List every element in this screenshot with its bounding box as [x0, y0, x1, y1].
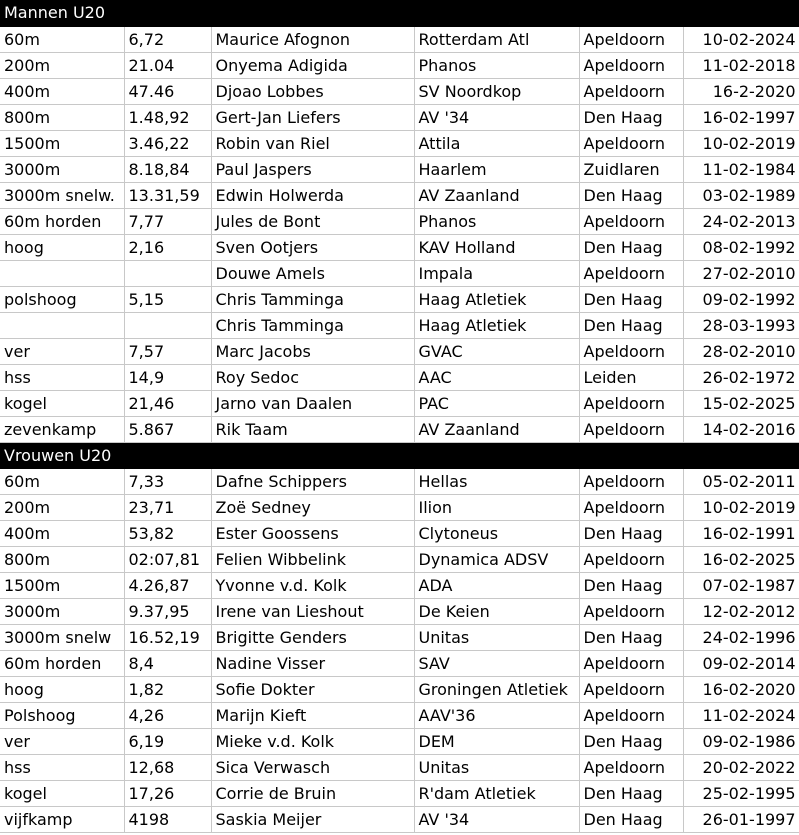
record-row	[0, 234, 799, 260]
date-cell: 28-02-2010	[683, 338, 799, 364]
club-cell: AV '34	[414, 104, 579, 130]
venue-cell: Apeldoorn	[579, 78, 683, 104]
performance-cell: 5,15	[124, 286, 211, 312]
date-cell: 16-02-2025	[683, 546, 799, 572]
date-cell: 11-02-1984	[683, 156, 799, 182]
performance-cell: 6,19	[124, 728, 211, 754]
athlete-cell: Sica Verwasch	[211, 754, 414, 780]
club-cell: Ilion	[414, 494, 579, 520]
event-cell: 3000m	[0, 156, 124, 182]
record-row	[0, 728, 799, 754]
event-cell: 1500m	[0, 572, 124, 598]
club-cell: Rotterdam Atl	[414, 26, 579, 52]
section-header	[0, 442, 799, 468]
venue-cell: Apeldoorn	[579, 546, 683, 572]
event-cell: ver	[0, 338, 124, 364]
date-cell: 03-02-1989	[683, 182, 799, 208]
performance-cell: 5.867	[124, 416, 211, 442]
record-row	[0, 156, 799, 182]
athlete-cell: Douwe Amels	[211, 260, 414, 286]
event-cell: 3000m	[0, 598, 124, 624]
performance-cell: 7,33	[124, 468, 211, 494]
venue-cell: Apeldoorn	[579, 130, 683, 156]
venue-cell: Apeldoorn	[579, 754, 683, 780]
athlete-cell: Edwin Holwerda	[211, 182, 414, 208]
club-cell: Dynamica ADSV	[414, 546, 579, 572]
date-cell: 07-02-1987	[683, 572, 799, 598]
record-row	[0, 338, 799, 364]
athlete-cell: Mieke v.d. Kolk	[211, 728, 414, 754]
performance-cell: 23,71	[124, 494, 211, 520]
record-row	[0, 52, 799, 78]
date-cell: 16-02-2020	[683, 676, 799, 702]
record-row	[0, 624, 799, 650]
performance-cell	[124, 260, 211, 286]
event-cell: hss	[0, 754, 124, 780]
venue-cell: Den Haag	[579, 572, 683, 598]
date-cell: 24-02-2013	[683, 208, 799, 234]
event-cell: hoog	[0, 234, 124, 260]
performance-cell: 8.18,84	[124, 156, 211, 182]
performance-cell: 02:07,81	[124, 546, 211, 572]
record-row	[0, 78, 799, 104]
performance-cell: 21,46	[124, 390, 211, 416]
athlete-cell: Corrie de Bruin	[211, 780, 414, 806]
date-cell: 26-02-1972	[683, 364, 799, 390]
event-cell: kogel	[0, 780, 124, 806]
athlete-cell: Gert-Jan Liefers	[211, 104, 414, 130]
record-row	[0, 364, 799, 390]
venue-cell: Den Haag	[579, 182, 683, 208]
club-cell: Unitas	[414, 624, 579, 650]
date-cell: 08-02-1992	[683, 234, 799, 260]
event-cell	[0, 312, 124, 338]
athlete-cell: Robin van Riel	[211, 130, 414, 156]
record-row	[0, 780, 799, 806]
performance-cell: 4,26	[124, 702, 211, 728]
event-cell: 400m	[0, 520, 124, 546]
record-row	[0, 676, 799, 702]
date-cell: 16-2-2020	[683, 78, 799, 104]
performance-cell: 47.46	[124, 78, 211, 104]
club-cell: Groningen Atletiek	[414, 676, 579, 702]
venue-cell: Apeldoorn	[579, 702, 683, 728]
event-cell: 60m	[0, 26, 124, 52]
date-cell: 20-02-2022	[683, 754, 799, 780]
date-cell: 09-02-1992	[683, 286, 799, 312]
club-cell: De Keien	[414, 598, 579, 624]
record-row	[0, 104, 799, 130]
club-cell: AAC	[414, 364, 579, 390]
club-cell: R'dam Atletiek	[414, 780, 579, 806]
event-cell: 400m	[0, 78, 124, 104]
record-row	[0, 312, 799, 338]
event-cell: kogel	[0, 390, 124, 416]
athlete-cell: Nadine Visser	[211, 650, 414, 676]
performance-cell: 6,72	[124, 26, 211, 52]
athlete-cell: Felien Wibbelink	[211, 546, 414, 572]
event-cell: 60m horden	[0, 208, 124, 234]
club-cell: AV Zaanland	[414, 182, 579, 208]
athlete-cell: Marijn Kieft	[211, 702, 414, 728]
venue-cell: Apeldoorn	[579, 468, 683, 494]
athlete-cell: Roy Sedoc	[211, 364, 414, 390]
club-cell: AAV'36	[414, 702, 579, 728]
venue-cell: Den Haag	[579, 520, 683, 546]
record-row	[0, 598, 799, 624]
date-cell: 05-02-2011	[683, 468, 799, 494]
performance-cell: 4.26,87	[124, 572, 211, 598]
performance-cell: 7,77	[124, 208, 211, 234]
record-row	[0, 702, 799, 728]
date-cell: 10-02-2024	[683, 26, 799, 52]
event-cell: zevenkamp	[0, 416, 124, 442]
venue-cell: Zuidlaren	[579, 156, 683, 182]
venue-cell: Apeldoorn	[579, 338, 683, 364]
performance-cell: 21.04	[124, 52, 211, 78]
athlete-cell: Saskia Meijer	[211, 806, 414, 832]
record-row	[0, 754, 799, 780]
venue-cell: Den Haag	[579, 234, 683, 260]
athlete-cell: Brigitte Genders	[211, 624, 414, 650]
venue-cell: Den Haag	[579, 624, 683, 650]
record-row	[0, 390, 799, 416]
performance-cell: 12,68	[124, 754, 211, 780]
venue-cell: Apeldoorn	[579, 52, 683, 78]
section-header	[0, 0, 799, 26]
venue-cell: Apeldoorn	[579, 494, 683, 520]
date-cell: 27-02-2010	[683, 260, 799, 286]
performance-cell: 1,82	[124, 676, 211, 702]
club-cell: GVAC	[414, 338, 579, 364]
venue-cell: Den Haag	[579, 806, 683, 832]
club-cell: Haag Atletiek	[414, 286, 579, 312]
date-cell: 09-02-2014	[683, 650, 799, 676]
venue-cell: Den Haag	[579, 286, 683, 312]
athlete-cell: Jules de Bont	[211, 208, 414, 234]
date-cell: 11-02-2024	[683, 702, 799, 728]
event-cell: hss	[0, 364, 124, 390]
club-cell: Unitas	[414, 754, 579, 780]
record-row	[0, 520, 799, 546]
venue-cell: Apeldoorn	[579, 416, 683, 442]
performance-cell: 13.31,59	[124, 182, 211, 208]
performance-cell: 9.37,95	[124, 598, 211, 624]
venue-cell: Den Haag	[579, 780, 683, 806]
date-cell: 16-02-1997	[683, 104, 799, 130]
performance-cell: 1.48,92	[124, 104, 211, 130]
athlete-cell: Rik Taam	[211, 416, 414, 442]
date-cell: 15-02-2025	[683, 390, 799, 416]
venue-cell: Apeldoorn	[579, 26, 683, 52]
record-row	[0, 26, 799, 52]
athlete-cell: Sofie Dokter	[211, 676, 414, 702]
athlete-cell: Paul Jaspers	[211, 156, 414, 182]
performance-cell: 7,57	[124, 338, 211, 364]
athlete-cell: Dafne Schippers	[211, 468, 414, 494]
athlete-cell: Djoao Lobbes	[211, 78, 414, 104]
club-cell: Haarlem	[414, 156, 579, 182]
date-cell: 16-02-1991	[683, 520, 799, 546]
performance-cell: 3.46,22	[124, 130, 211, 156]
date-cell: 09-02-1986	[683, 728, 799, 754]
event-cell: ver	[0, 728, 124, 754]
event-cell: vijfkamp	[0, 806, 124, 832]
date-cell: 11-02-2018	[683, 52, 799, 78]
athlete-cell: Irene van Lieshout	[211, 598, 414, 624]
club-cell: KAV Holland	[414, 234, 579, 260]
event-cell: Polshoog	[0, 702, 124, 728]
event-cell	[0, 260, 124, 286]
date-cell: 24-02-1996	[683, 624, 799, 650]
date-cell: 12-02-2012	[683, 598, 799, 624]
athlete-cell: Chris Tamminga	[211, 286, 414, 312]
section-title: Mannen U20	[0, 0, 799, 26]
record-row	[0, 572, 799, 598]
record-row	[0, 494, 799, 520]
venue-cell: Den Haag	[579, 104, 683, 130]
performance-cell: 17,26	[124, 780, 211, 806]
event-cell: 60m horden	[0, 650, 124, 676]
club-cell: Attila	[414, 130, 579, 156]
event-cell: 800m	[0, 104, 124, 130]
club-cell: Impala	[414, 260, 579, 286]
record-row	[0, 416, 799, 442]
athlete-cell: Chris Tamminga	[211, 312, 414, 338]
event-cell: 3000m snelw.	[0, 182, 124, 208]
athlete-cell: Onyema Adigida	[211, 52, 414, 78]
performance-cell: 53,82	[124, 520, 211, 546]
athlete-cell: Marc Jacobs	[211, 338, 414, 364]
event-cell: 1500m	[0, 130, 124, 156]
athlete-cell: Yvonne v.d. Kolk	[211, 572, 414, 598]
venue-cell: Apeldoorn	[579, 650, 683, 676]
club-cell: Phanos	[414, 52, 579, 78]
athlete-cell: Zoë Sedney	[211, 494, 414, 520]
event-cell: 60m	[0, 468, 124, 494]
club-cell: PAC	[414, 390, 579, 416]
athlete-cell: Jarno van Daalen	[211, 390, 414, 416]
club-cell: AV Zaanland	[414, 416, 579, 442]
event-cell: 800m	[0, 546, 124, 572]
record-row	[0, 208, 799, 234]
performance-cell: 14,9	[124, 364, 211, 390]
club-cell: Clytoneus	[414, 520, 579, 546]
club-cell: Haag Atletiek	[414, 312, 579, 338]
event-cell: 3000m snelw	[0, 624, 124, 650]
event-cell: 200m	[0, 52, 124, 78]
athlete-cell: Maurice Afognon	[211, 26, 414, 52]
performance-cell: 8,4	[124, 650, 211, 676]
performance-cell: 4198	[124, 806, 211, 832]
date-cell: 26-01-1997	[683, 806, 799, 832]
event-cell: polshoog	[0, 286, 124, 312]
club-cell: Phanos	[414, 208, 579, 234]
record-row	[0, 286, 799, 312]
venue-cell: Den Haag	[579, 728, 683, 754]
section-title: Vrouwen U20	[0, 442, 799, 468]
performance-cell: 16.52,19	[124, 624, 211, 650]
athlete-cell: Ester Goossens	[211, 520, 414, 546]
record-row	[0, 130, 799, 156]
performance-cell	[124, 312, 211, 338]
date-cell: 10-02-2019	[683, 494, 799, 520]
event-cell: 200m	[0, 494, 124, 520]
record-row	[0, 468, 799, 494]
performance-cell: 2,16	[124, 234, 211, 260]
club-cell: ADA	[414, 572, 579, 598]
club-cell: Hellas	[414, 468, 579, 494]
venue-cell: Den Haag	[579, 312, 683, 338]
venue-cell: Apeldoorn	[579, 676, 683, 702]
club-cell: DEM	[414, 728, 579, 754]
record-row	[0, 182, 799, 208]
date-cell: 28-03-1993	[683, 312, 799, 338]
date-cell: 10-02-2019	[683, 130, 799, 156]
record-row	[0, 650, 799, 676]
athlete-cell: Sven Ootjers	[211, 234, 414, 260]
club-cell: SV Noordkop	[414, 78, 579, 104]
venue-cell: Apeldoorn	[579, 260, 683, 286]
event-cell: hoog	[0, 676, 124, 702]
record-row	[0, 806, 799, 832]
venue-cell: Apeldoorn	[579, 390, 683, 416]
venue-cell: Apeldoorn	[579, 598, 683, 624]
club-cell: AV '34	[414, 806, 579, 832]
record-row	[0, 546, 799, 572]
record-row	[0, 260, 799, 286]
venue-cell: Leiden	[579, 364, 683, 390]
venue-cell: Apeldoorn	[579, 208, 683, 234]
club-cell: SAV	[414, 650, 579, 676]
date-cell: 25-02-1995	[683, 780, 799, 806]
date-cell: 14-02-2016	[683, 416, 799, 442]
